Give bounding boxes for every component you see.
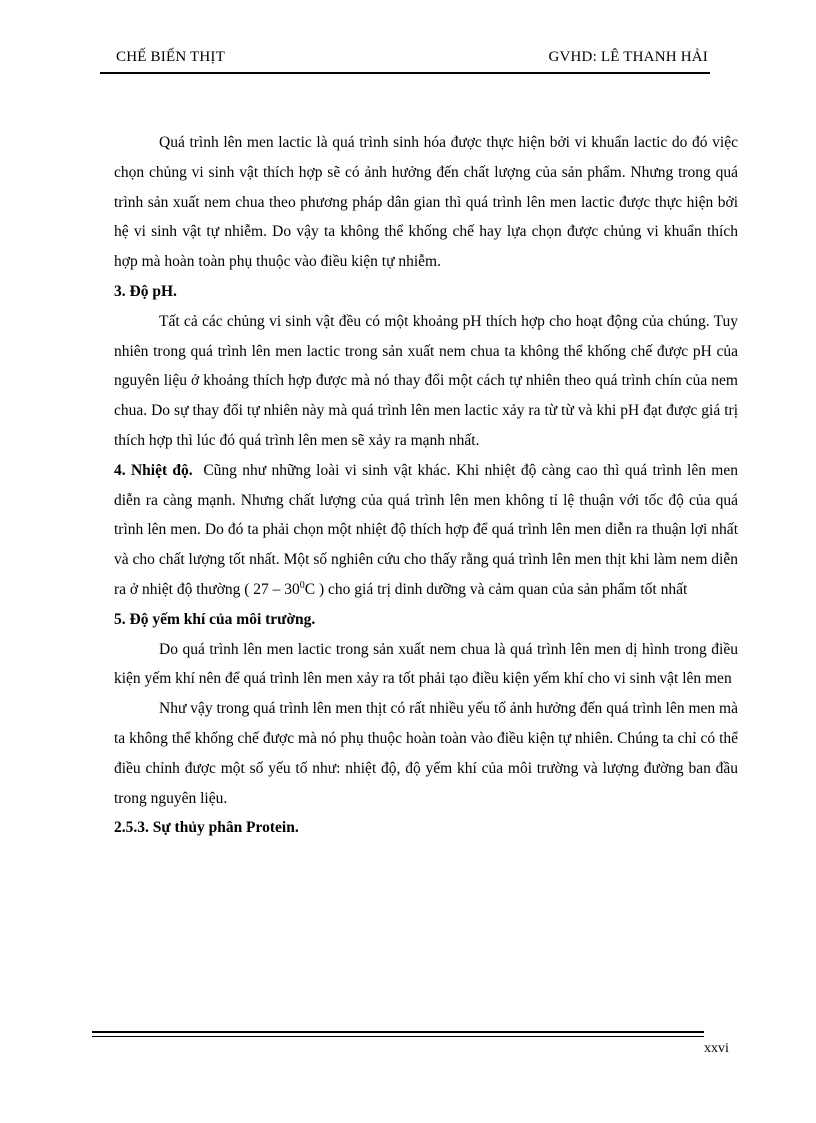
paragraph-ph: Tất cả các chủng vi sinh vật đều có một khoảng pH thích hợp cho hoạt động của chúng. Tuy nhiên trong quá trình lên men lactic trong sản xuất nem chua ta không thể khống chế được pH của nguyên liệu ở khoảng thích hợp được mà nó thay đổi một cách tự nhiên theo quá trình chín của nem chua. Do sự thay đổi tự nhiên này mà quá trình lên men lactic xảy ra từ từ và khi pH đạt được giá trị thích hợp thì lúc đó quá trình lên men sẽ xảy ra mạnh nhất. <box>114 312 738 449</box>
paragraph-temperature <box>114 456 738 605</box>
paragraph-temperature-text-end: C ) cho giá trị dinh dưỡng và cảm quan của sản phẩm tốt nhất <box>304 580 688 598</box>
document-body <box>114 128 738 843</box>
header-title: CHẾ BIẾN THỊT <box>116 49 225 65</box>
page-header <box>100 49 710 71</box>
paragraph-summary: Như vậy trong quá trình lên men thịt có rất nhiều yếu tố ảnh hưởng đến quá trình lên men mà ta không thể khống chế được mà nó phụ thuộc hoàn toàn vào điều kiện tự nhiên. Chúng ta chỉ có thể điều chỉnh được một số yếu tố như: nhiệt độ, độ yếm khí của môi trường và lượng đường ban đầu trong nguyên liệu. <box>114 700 738 807</box>
footer-rule-thick <box>92 1031 704 1033</box>
header-advisor: GVHD: LÊ THANH HẢI <box>548 49 708 65</box>
header-rule <box>100 72 710 74</box>
footer-rule-thin <box>92 1036 704 1037</box>
heading-temperature: 4. Nhiệt độ. <box>114 461 193 479</box>
degree-superscript: 0 <box>299 579 305 591</box>
paragraph-lactic-fermentation: Quá trình lên men lactic là quá trình sinh hóa được thực hiện bởi vi khuẩn lactic do đó việc chọn chủng vi sinh vật thích hợp sẽ có ảnh hưởng đến chất lượng của sản phẩm. Nhưng trong quá trình sản xuất nem chua theo phương pháp dân gian thì quá trình lên men lactic được thực hiện bởi hệ vi sinh vật tự nhiễm. Do vậy ta không thể khống chế hay lựa chọn được chủng vi khuẩn thích hợp mà hoàn toàn phụ thuộc vào điều kiện tự nhiễm. <box>114 134 738 271</box>
page-number: xxvi <box>704 1041 729 1056</box>
heading-protein-hydrolysis: 2.5.3. Sự thủy phân Protein. <box>114 819 299 837</box>
heading-ph: 3. Độ pH. <box>114 282 177 300</box>
paragraph-anaerobic: Do quá trình lên men lactic trong sản xuất nem chua là quá trình lên men dị hình trong điều kiện yếm khí nên để quá trình lên men xảy ra tốt phải tạo điều kiện yếm khí cho vi sinh vật lên men <box>114 640 738 688</box>
paragraph-temperature-text: Cũng như những loài vi sinh vật khác. Khi nhiệt độ càng cao thì quá trình lên men diễn ra càng mạnh. Nhưng chất lượng của quá trình lên men không tỉ lệ thuận với tốc độ của quá trình lên men. Do đó ta phải chọn một nhiệt độ thích hợp để quá trình lên men diễn ra thuận lợi nhất và cho chất lượng tốt nhất. Một số nghiên cứu cho thấy rằng quá trình lên men thịt khi làm nem diễn ra ở nhiệt độ thường ( 27 – 30 <box>114 461 738 598</box>
heading-anaerobic: 5. Độ yếm khí của môi trường. <box>114 610 316 628</box>
